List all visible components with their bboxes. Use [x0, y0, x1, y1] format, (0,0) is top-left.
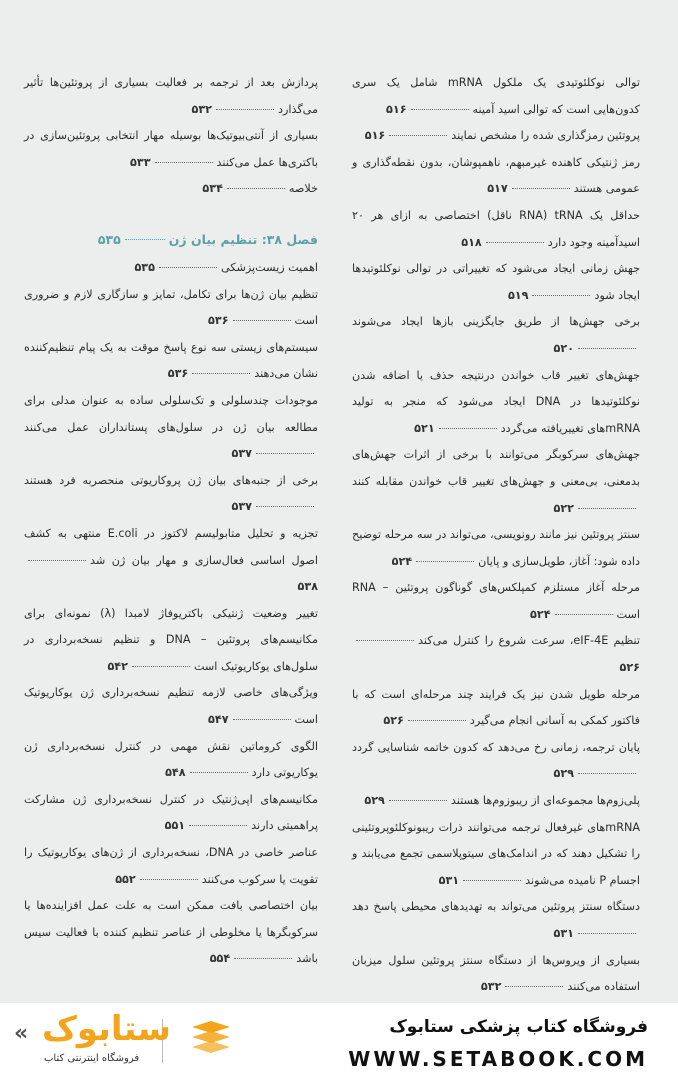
toc-entry — [24, 255, 318, 282]
toc-entry — [24, 282, 318, 335]
chapter-heading — [24, 225, 318, 255]
toc-entry — [24, 388, 318, 468]
leader-dots — [439, 428, 497, 429]
toc-entry — [352, 123, 640, 150]
toc-entry-page: ۵۳۸ — [297, 580, 318, 594]
chapter-title: فصل ۳۸: تنظیم بیان ژن — [168, 231, 318, 247]
leader-dots — [190, 772, 248, 773]
toc-entry-title: خلاصه — [288, 182, 318, 196]
leader-dots — [389, 800, 447, 801]
toc-entry — [352, 894, 640, 947]
toc-entry — [24, 335, 318, 388]
leader-dots — [256, 453, 314, 454]
toc-entry-title: تجزیه و تحلیل متابولیسم لاکتوز در E.coli منتهی به کشف اصول اساسی فعال‌سازی و مهار بیان ژن شد — [24, 526, 318, 567]
toc-entry — [352, 442, 640, 522]
toc-entry — [352, 150, 640, 203]
toc-entry — [24, 176, 318, 203]
toc-entry-page: ۵۲۶ — [619, 661, 640, 675]
leader-dots — [463, 880, 521, 881]
toc-entry-title: برخی از جنبه‌های بیان ژن پروکاریوتی منحصربه فرد هستند — [24, 473, 318, 487]
toc-entry — [24, 468, 318, 521]
toc-left-column — [24, 70, 318, 973]
leader-dots — [159, 267, 217, 268]
leader-dots — [140, 879, 198, 880]
toc-entry-title: سیستم‌های زیستی سه نوع پاسخ موقت به یک پیام تنظیم‌کننده نشان می‌دهند — [24, 340, 318, 381]
toc-entry-page: ۵۴۲ — [107, 659, 128, 673]
toc-entry-title: بسیاری از آنتی‌بیوتیک‌ها بوسیله مهار انتخابی پروتئین‌سازی در باکتری‌ها عمل می‌کنند — [24, 129, 318, 169]
toc-entry-page: ۵۱۷ — [487, 182, 508, 196]
toc-entry — [24, 840, 318, 893]
toc-entry — [24, 521, 318, 601]
logo-subtitle: فروشگاه اینترنتی کتاب — [44, 1053, 140, 1064]
toc-entry-title: تنظیم بیان ژن‌ها برای تکامل، تمایز و سازگاری لازم و ضروری است — [24, 287, 318, 328]
toc-entry-title: اهمیت زیست‌پزشکی — [220, 260, 318, 274]
leader-dots — [227, 188, 285, 189]
toc-entry-title: الگوی کروماتین نقش مهمی در کنترل نسخه‌برداری ژن یوکاریوتی دارد — [24, 739, 318, 780]
shop-url[interactable]: WWW.SETABOOK.COM — [348, 1047, 648, 1071]
toc-entry — [24, 680, 318, 733]
toc-entry-title: موجودات چندسلولی و تک‌سلولی ساده به عنوان مدلی برای مطالعه بیان ژن در سلول‌های پستانداران عمل می‌کنند — [24, 393, 318, 434]
toc-entry-title: جهش‌های سرکوبگر می‌توانند با برخی از اثرات جهش‌های بدمعنی، بی‌معنی و جهش‌های تغییر قاب خواندن مقابله کنند — [352, 448, 640, 488]
toc-entry-title: پروتئین رمزگذاری شده را مشخص نمایند — [451, 129, 640, 143]
toc-entry-page: ۵۳۷ — [231, 447, 252, 461]
leader-dots — [28, 560, 86, 561]
leader-dots — [389, 135, 447, 136]
leader-dots — [486, 242, 544, 243]
leader-dots — [356, 640, 414, 641]
toc-entry-page: ۵۲۲ — [553, 501, 574, 515]
toc-entry-title: برخی جهش‌ها از طریق جایگزینی بازها ایجاد می‌شوند — [352, 315, 640, 329]
toc-entry-page: ۵۳۱ — [553, 927, 574, 940]
toc-entry-page: ۵۵۴ — [209, 952, 231, 966]
toc-entry-page: ۵۲۴ — [391, 554, 413, 568]
leader-dots — [233, 320, 291, 321]
toc-entry-page: ۵۳۶ — [208, 314, 229, 328]
toc-entry-page: ۵۳۳ — [130, 155, 151, 169]
leader-dots — [512, 188, 570, 189]
toc-entry-page: ۵۲۰ — [553, 341, 574, 355]
toc-entry-title: عناصر خاصی در DNA، نسخه‌برداری از ژن‌های یوکاریوتیک را تقویت یا سرکوب می‌کنند — [24, 846, 318, 886]
toc-entry — [24, 70, 318, 123]
leader-dots — [189, 825, 247, 826]
toc-entry — [24, 787, 318, 840]
chapter-page: ۵۳۵ — [97, 231, 121, 247]
toc-entry-title: تنظیم eIF-4E، سرعت شروع را کنترل می‌کند — [418, 634, 640, 648]
toc-entry — [352, 70, 640, 123]
toc-entry-page: ۵۳۲ — [191, 102, 212, 116]
toc-entry — [352, 575, 640, 628]
toc-entry — [24, 734, 318, 787]
toc-entry-title: جهش زمانی ایجاد می‌شود که تغییراتی در توالی نوکلئوتیدها ایجاد شود — [352, 262, 640, 302]
store-footer — [0, 1003, 678, 1079]
toc-entry-title: بسیاری از ویروس‌ها از دستگاه سنتز پروتئین سلول میزبان استفاده می‌کنند — [352, 953, 640, 994]
leader-dots — [578, 348, 636, 349]
toc-entry-title: سنتز پروتئین نیز مانند رونویسی، می‌تواند در سه مرحله توضیح داده شود: آغاز، طویل‌سازی و پایان — [352, 528, 640, 568]
toc-entry-page: ۵۵۱ — [164, 819, 186, 833]
shop-name: فروشگاه کتاب پزشکی ستابوک — [389, 1017, 648, 1037]
toc-entry-title: دستگاه سنتز پروتئین می‌تواند به تهدیدهای محیطی پاسخ دهد — [352, 900, 640, 914]
leader-dots — [578, 508, 636, 509]
toc-entry-title: رمز ژنتیکی کاهنده غیرمبهم، ناهمپوشان، بدون نقطه‌گذاری و عمومی هستند — [352, 155, 640, 196]
toc-entry-page: ۵۱۶ — [364, 129, 386, 143]
toc-entry-title: پردازش بعد از ترجمه بر فعالیت بسیاری از پروتئین‌ها تأثیر می‌گذارد — [24, 76, 318, 116]
toc-entry-title: پایان ترجمه، زمانی رخ می‌دهد که کدون خاتمه شناسایی گردد — [352, 740, 640, 754]
toc-entry-page: ۵۳۵ — [134, 260, 155, 274]
toc-entry-page: ۵۱۹ — [507, 288, 529, 302]
toc-entry-page: ۵۵۲ — [115, 872, 136, 886]
toc-entry-page: ۵۲۴ — [530, 607, 551, 621]
toc-entry-title: مرحله آغاز مستلزم کمپلکس‌های گوناگون پروتئین – RNA است — [352, 581, 640, 621]
leader-dots — [416, 561, 474, 562]
leader-dots — [216, 109, 274, 110]
toc-entry — [352, 203, 640, 256]
toc-entry-page: ۵۲۶ — [383, 714, 404, 728]
toc-entry-page: ۵۱۶ — [386, 102, 407, 116]
toc-right-column — [352, 70, 640, 1001]
toc-entry — [352, 309, 640, 362]
arrows-icon: « — [14, 1021, 29, 1046]
toc-entry-title: توالی نوکلئوتیدی یک ملکول mRNA شامل یک سری کدون‌هایی است که توالی اسید آمینه — [352, 76, 640, 116]
toc-entry-title: تغییر وضعیت ژنتیکی باکتریوفاژ لامبدا (λ) نمونه‌ای برای مکانیسم‌های پروتئین – DNA و تنظیم نسخه‌برداری در سلول‌های یوکاریوتیک است — [24, 606, 318, 673]
toc-entry-page: ۵۱۸ — [461, 235, 482, 249]
toc-entry — [352, 788, 640, 815]
toc-entry — [352, 522, 640, 575]
leader-dots — [555, 614, 613, 615]
toc-entry-title: ویژگی‌های خاصی لازمه تنظیم نسخه‌برداری ژن یوکاریوتیک است — [24, 686, 318, 727]
toc-entry — [352, 628, 640, 681]
leader-dots — [233, 719, 291, 720]
toc-entry-title: مرحله طویل شدن نیز یک فرایند چند مرحله‌ای است که با فاکتور کمکی به آسانی انجام می‌گیرد — [352, 687, 640, 728]
leader-dots — [505, 986, 563, 987]
toc-entry-title: جهش‌های تغییر قاب خواندن درنتیجه حذف یا اضافه شدن نوکلئوتیدها در DNA ایجاد می‌شود که منجر به تولید mRNAهای تغییریافته می‌گردد — [352, 368, 641, 435]
leader-dots — [408, 720, 466, 721]
toc-entry — [352, 815, 640, 895]
toc-entry-page: ۵۳۷ — [231, 500, 252, 514]
leader-dots — [234, 958, 292, 959]
toc-entry-title: mRNAهای غیرفعال ترجمه می‌توانند ذرات ریبونوکلئوپروتئینی را تشکیل دهند که در اندامک‌های سیتوپلاسمی تجمع می‌یابند و اجسام P نامیده می‌شوند — [352, 820, 640, 887]
leader-dots — [532, 295, 590, 296]
toc-entry-title: بیان اختصاصی بافت ممکن است به علت عمل افزاینده‌ها یا سرکوبگرها یا مخلوطی از عناصر تنظیم کننده با فعالیت سیس باشد — [24, 899, 318, 966]
leader-dots — [256, 506, 314, 507]
toc-entry-title: مکانیسم‌های اپی‌ژنتیک در کنترل نسخه‌برداری ژن مشارکت پراهمیتی دارند — [24, 792, 318, 833]
toc-entry — [24, 601, 318, 681]
toc-entry-title: حداقل یک tRNA (RNA ناقل) اختصاصی به ازای هر ۲۰ اسیدآمینه وجود دارد — [352, 208, 640, 249]
toc-entry — [24, 893, 318, 973]
leader-dots — [192, 373, 250, 374]
toc-entry-page: ۵۳۶ — [167, 367, 189, 381]
leader-dots — [578, 773, 636, 774]
toc-entry-page: ۵۳۱ — [438, 873, 460, 887]
toc-entry-page: ۵۲۹ — [553, 767, 574, 781]
toc-entry-page: ۵۴۸ — [165, 766, 186, 780]
toc-entry-page: ۵۴۷ — [208, 713, 229, 727]
toc-entry-page: ۵۲۹ — [364, 794, 385, 808]
toc-entry — [352, 682, 640, 735]
leader-dots — [155, 162, 213, 163]
toc-entry-page: ۵۳۴ — [202, 182, 223, 196]
toc-entry-title: پلی‌زوم‌ها مجموعه‌ای از ریبوزوم‌ها هستند — [450, 794, 640, 808]
toc-entry — [352, 256, 640, 309]
book-stack-icon — [188, 1017, 234, 1063]
leader-dots — [578, 933, 636, 934]
logo-text: ستابوک — [42, 1009, 171, 1049]
toc-entry — [352, 948, 640, 1001]
toc-entry-page: ۵۲۱ — [414, 421, 435, 435]
leader-dots — [411, 109, 469, 110]
toc-entry — [352, 363, 640, 443]
leader-dots — [132, 666, 190, 667]
toc-entry — [352, 735, 640, 788]
toc-entry-page: ۵۳۲ — [480, 980, 502, 994]
toc-entry — [24, 123, 318, 176]
